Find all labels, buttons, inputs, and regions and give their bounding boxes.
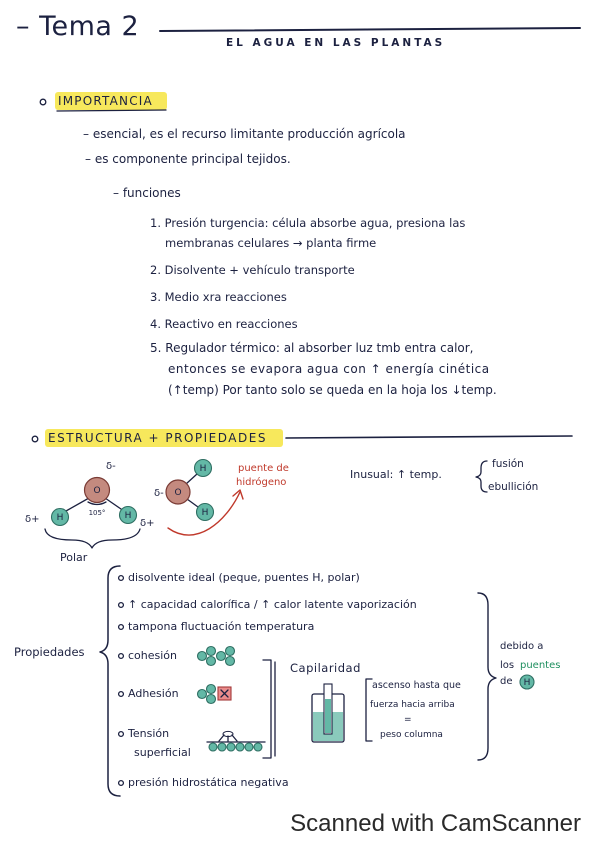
funcion-1-line2: membranas celulares → planta firme: [165, 236, 377, 250]
insect-leg: [232, 735, 237, 741]
hydrogen-symbol-top: H: [199, 464, 207, 474]
funcion-2: 2. Disolvente + vehículo transporte: [150, 263, 355, 277]
inusual-effect-fusion: fusión: [492, 458, 524, 470]
molecule-dot: [207, 657, 216, 666]
causa-line3: de: [500, 676, 513, 687]
molecule-dot: [245, 743, 253, 751]
molecule-dot: [198, 690, 207, 699]
capilaridad-explanation-line2: fuerza hacia arriba: [370, 700, 455, 710]
partial-charge-positive-right: δ+: [140, 518, 155, 529]
importancia-underline: [57, 110, 166, 111]
molecule-dot: [236, 743, 244, 751]
capilaridad-explanation-line1: ascenso hasta que: [372, 680, 461, 691]
partial-charge-positive-left: δ+: [25, 514, 40, 525]
oxygen-symbol: O: [174, 488, 182, 498]
title-rule: [160, 28, 580, 31]
water-molecule-icon: [25, 461, 155, 564]
circled-hydrogen-symbol: H: [523, 678, 531, 688]
bond-top: [186, 474, 197, 484]
bond-bottom: [187, 499, 198, 507]
importancia-heading: IMPORTANCIA: [58, 94, 153, 108]
propiedad-capacidad-calorifica: ↑ capacidad calorífica / ↑ calor latente vaporización: [128, 598, 417, 611]
capillary-tube-icon: [312, 684, 344, 742]
capilaridad-bracket: [263, 660, 271, 758]
bullet: [119, 732, 124, 737]
bond-left: [66, 498, 89, 511]
molecule-dot: [226, 657, 235, 666]
oxygen-symbol: O: [93, 486, 101, 496]
inusual-effect-ebullicion: ebullición: [488, 481, 539, 493]
inusual-note: Inusual: ↑ temp.: [350, 468, 442, 481]
capilaridad-label: Capilaridad: [290, 661, 361, 675]
partial-charge-negative: δ-: [106, 461, 116, 472]
propiedad-adhesion: Adhesión: [128, 687, 179, 700]
molecule-dot: [209, 743, 217, 751]
causa-brace: [478, 593, 496, 760]
bullet-importancia: [40, 99, 46, 105]
bullet: [119, 692, 124, 697]
scanner-watermark: Scanned with CamScanner: [290, 810, 581, 837]
propiedad-tension-line1: Tensión: [128, 727, 170, 740]
molecule-dot: [207, 685, 216, 694]
bond-right: [105, 498, 121, 509]
bullet: [119, 576, 124, 581]
polarity-brace: [45, 529, 140, 548]
capilaridad-explanation-line3: peso columna: [380, 730, 443, 740]
bond-angle-label: 105°: [88, 509, 106, 517]
funcion-5-line1: 5. Regulador térmico: al absorber luz tmb entra calor,: [150, 341, 474, 355]
funcion-1-line1: 1. Presión turgencia: célula absorbe agua, presiona las: [150, 216, 466, 230]
polarity-label: Polar: [60, 551, 88, 564]
hydrogen-symbol-left: H: [56, 513, 64, 523]
propiedad-disolvente: disolvente ideal (peque, puentes H, polar): [128, 571, 360, 584]
bullet: [119, 625, 124, 630]
causa-line2-puentes: puentes: [520, 660, 561, 671]
propiedad-tension-line2: superficial: [134, 746, 191, 759]
cohesion-icon: [198, 647, 235, 666]
estructura-rule: [286, 436, 572, 438]
molecule-dot: [254, 743, 262, 751]
adhesion-icon: [198, 685, 232, 704]
causa-line2-los: los: [500, 660, 515, 671]
topic-heading: – Tema 2: [16, 11, 140, 42]
tube-water: [325, 699, 331, 733]
molecule-dot: [217, 652, 226, 661]
propiedad-presion: presión hidrostática negativa: [128, 776, 289, 789]
propiedades-label: Propiedades: [14, 645, 85, 659]
estructura-heading: ESTRUCTURA + PROPIEDADES: [48, 431, 267, 445]
molecule-dot: [218, 743, 226, 751]
funcion-5-line2: entonces se evapora agua con ↑ energía cinética: [168, 362, 490, 376]
hydrogen-bond-arrow-head: [233, 490, 243, 499]
page-title: EL AGUA EN LAS PLANTAS: [226, 37, 446, 49]
importancia-point: – funciones: [113, 186, 181, 200]
hydrogen-symbol-bottom: H: [201, 508, 209, 518]
molecule-dot: [227, 743, 235, 751]
surface-tension-icon: [207, 731, 265, 751]
molecule-dot: [198, 652, 207, 661]
water-molecule-2-icon: [154, 460, 214, 521]
hydrogen-bond-label-line1: puente de: [238, 463, 289, 474]
propiedad-cohesion: cohesión: [128, 649, 178, 662]
propiedad-tampona: tampona fluctuación temperatura: [128, 620, 315, 633]
hydrogen-symbol-right: H: [124, 511, 132, 521]
propiedades-brace: [100, 566, 120, 796]
importancia-point: – esencial, es el recurso limitante producción agrícola: [83, 127, 406, 141]
capilaridad-explanation-equals: =: [404, 715, 412, 725]
bullet-estructura: [32, 436, 38, 442]
importancia-point: – es componente principal tejidos.: [85, 152, 291, 166]
bullet: [119, 603, 124, 608]
hydrogen-bond-label-line2: hidrógeno: [236, 477, 287, 488]
bullet: [119, 781, 124, 786]
causa-line1: debido a: [500, 641, 544, 652]
funcion-4: 4. Reactivo en reacciones: [150, 317, 298, 331]
insect-leg: [219, 735, 224, 741]
inusual-brace: [476, 461, 487, 492]
molecule-dot: [207, 647, 216, 656]
funcion-5-line3: (↑temp) Por tanto solo se queda en la hoja los ↓temp.: [168, 383, 497, 397]
molecule-dot: [226, 647, 235, 656]
bullet: [119, 654, 124, 659]
partial-charge-negative: δ-: [154, 488, 164, 499]
molecule-dot: [207, 695, 216, 704]
funcion-3: 3. Medio xra reacciones: [150, 290, 287, 304]
